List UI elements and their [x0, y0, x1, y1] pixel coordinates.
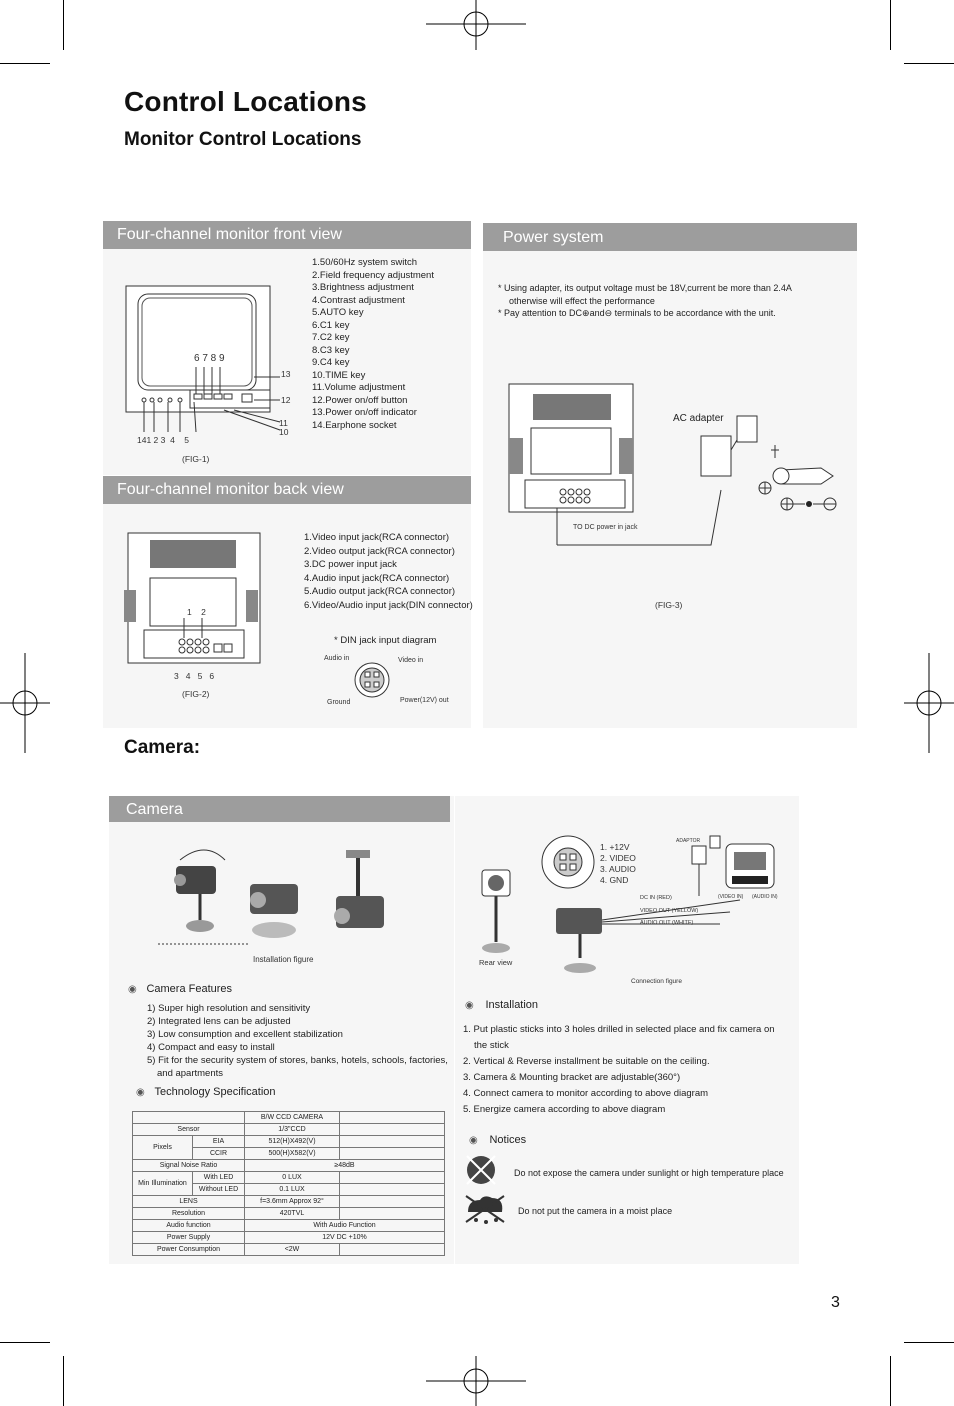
- to-dc-label: TO DC power in jack: [573, 524, 638, 531]
- front-callout-top: 6 7 8 9: [194, 353, 225, 364]
- eye-icon: ◉: [128, 984, 137, 995]
- spec-cell: 500(H)X582(V): [245, 1148, 340, 1160]
- spec-cell: EIA: [193, 1136, 245, 1148]
- front-callout-11: 11: [279, 418, 288, 428]
- list-item: 8.C3 key: [312, 344, 350, 356]
- eye-icon: ◉: [465, 1000, 474, 1011]
- page-number: 3: [831, 1294, 840, 1311]
- list-item: 1.Video input jack(RCA connector): [304, 532, 450, 543]
- spec-cell: 420TVL: [245, 1208, 340, 1220]
- spec-table: [132, 1111, 445, 1256]
- note-item: * Using adapter, its output voltage must be 18V,current be more than 2.4A otherwise will effect the performance: [498, 283, 792, 306]
- list-item: 14.Earphone socket: [312, 419, 397, 431]
- pin-item: 3. AUDIO: [600, 864, 636, 874]
- list-item: 13.Power on/off indicator: [312, 407, 417, 418]
- fig-1-label: (FIG-1): [182, 454, 210, 464]
- spec-cell: f=3.6mm Approx 92°: [245, 1196, 340, 1208]
- rear-view-caption: Rear view: [479, 958, 513, 967]
- list-item: 1) Super high resolution and sensitivity: [147, 1003, 311, 1014]
- camera-header: Camera: [109, 796, 450, 822]
- adaptor-label: ADAPTOR: [676, 838, 701, 844]
- notice-moisture: Do not put the camera in a moist place: [518, 1206, 673, 1216]
- list-item: 2.Field frequency adjustment: [312, 269, 434, 281]
- front-view-header: Four-channel monitor front view: [103, 221, 471, 249]
- list-item: 4) Compact and easy to install: [147, 1042, 275, 1053]
- tech-spec-section: [136, 1082, 276, 1100]
- notices-title: Notices: [489, 1134, 527, 1146]
- audio-in-label: (AUDIO IN): [752, 894, 778, 900]
- registration-mark-top: [426, 0, 526, 50]
- back-monitor-illustration: [124, 530, 264, 670]
- list-item: 3. Camera & Mounting bracket are adjustable(360°): [463, 1072, 681, 1083]
- din-video-label: Video in: [398, 657, 424, 664]
- installation-section: [465, 995, 538, 1013]
- crop-mark: [0, 63, 50, 64]
- dc-in-label: DC IN (RED): [640, 895, 672, 901]
- list-item: 4.Audio input jack(RCA connector): [304, 572, 450, 584]
- front-callout-bottom: 141 2 3 4 5: [137, 435, 189, 445]
- back-callout-bottom: 3 4 5 6: [174, 671, 215, 681]
- camera-installation-illustration: [150, 840, 400, 950]
- list-item: 3) Low consumption and excellent stabilization: [147, 1029, 343, 1040]
- connection-figure-caption: Connection figure: [631, 978, 682, 985]
- crop-mark: [63, 1356, 64, 1406]
- crop-mark: [904, 1342, 954, 1343]
- features-list: [147, 1002, 448, 1080]
- eye-icon: ◉: [136, 1087, 145, 1098]
- notices-section: [469, 1130, 526, 1148]
- camera-heading: Camera:: [124, 737, 201, 758]
- list-item: 3.Brightness adjustment: [312, 282, 414, 293]
- list-item: 9.C4 key: [312, 357, 350, 368]
- din-power-label: Power(12V) out: [400, 697, 449, 704]
- list-item: 1. Put plastic sticks into 3 holes drilled in selected place and fix camera on: [463, 1024, 775, 1035]
- pin-list: [600, 842, 636, 886]
- front-view-list: [312, 257, 434, 432]
- list-item: 2.Video output jack(RCA connector): [304, 545, 455, 557]
- crop-mark: [904, 63, 954, 64]
- spec-cell: LENS: [133, 1196, 245, 1208]
- video-out-label: VIDEO OUT (YELLOW): [640, 908, 699, 914]
- back-view-header: Four-channel monitor back view: [103, 476, 471, 504]
- list-item: 4. Connect camera to monitor according to above diagram: [463, 1088, 709, 1099]
- spec-cell: Min Illumination: [133, 1172, 193, 1196]
- front-monitor-illustration: [124, 282, 304, 452]
- din-ground-label: Ground: [327, 699, 351, 706]
- list-item: the stick: [474, 1040, 509, 1051]
- installation-steps: [463, 1022, 775, 1118]
- spec-cell: 12V DC +10%: [245, 1232, 445, 1244]
- spec-cell: Power Supply: [133, 1232, 245, 1244]
- list-item: 11.Volume adjustment: [312, 382, 406, 393]
- list-item: 1.50/60Hz system switch: [312, 257, 418, 268]
- features-title: Camera Features: [146, 983, 233, 995]
- camera-features-section: [128, 979, 232, 997]
- list-item: 5) Fit for the security system of stores, banks, hotels, schools, factories,: [147, 1055, 448, 1066]
- list-item: 3.DC power input jack: [304, 559, 397, 570]
- list-item: 5.Audio output jack(RCA connector): [304, 586, 456, 597]
- back-view-list: [304, 531, 473, 612]
- spec-cell: ≥48dB: [245, 1160, 445, 1172]
- page-subtitle: Monitor Control Locations: [124, 129, 362, 150]
- list-item: and apartments: [157, 1068, 224, 1079]
- list-item: 6.Video/Audio input jack(DIN connector): [304, 599, 473, 611]
- eye-icon: ◉: [469, 1135, 478, 1146]
- ac-adapter-label: AC adapter: [673, 413, 724, 424]
- list-item: 2) Integrated lens can be adjusted: [147, 1016, 291, 1027]
- front-callout-12: 12: [281, 395, 291, 405]
- list-item: 5. Energize camera according to above diagram: [463, 1104, 666, 1115]
- power-system-illustration: [505, 380, 845, 550]
- pin-item: 2. VIDEO: [600, 853, 636, 863]
- spec-cell: <2W: [245, 1244, 340, 1256]
- spec-cell: With LED: [193, 1172, 245, 1184]
- spec-cell: 0 LUX: [245, 1172, 340, 1184]
- front-callout-13: 13: [281, 369, 291, 379]
- pin-item: 1. +12V: [600, 842, 630, 852]
- spec-cell: 1/3"CCD: [245, 1124, 340, 1136]
- crop-mark: [890, 0, 891, 50]
- installation-figure-caption: Installation figure: [253, 955, 314, 964]
- spec-cell: Resolution: [133, 1208, 245, 1220]
- fig-2-label: (FIG-2): [182, 689, 210, 699]
- spec-cell: Power Consumption: [133, 1244, 245, 1256]
- pin-item: 4. GND: [600, 875, 629, 885]
- tech-title: Technology Specification: [154, 1086, 276, 1098]
- registration-mark-right: [904, 653, 954, 753]
- fig-3-label: (FIG-3): [655, 600, 683, 610]
- din-diagram-title: * DIN jack input diagram: [334, 635, 437, 646]
- spec-cell: Signal Noise Ratio: [133, 1160, 245, 1172]
- spec-cell: Pixels: [133, 1136, 193, 1160]
- installation-title: Installation: [485, 999, 539, 1011]
- no-moisture-icon: [462, 1192, 508, 1226]
- note-item: * Pay attention to DC⊕and⊖ terminals to be accordance with the unit.: [498, 308, 776, 318]
- spec-cell: Without LED: [193, 1184, 245, 1196]
- front-callout-10: 10: [279, 427, 289, 437]
- no-sunlight-icon: [463, 1152, 499, 1188]
- video-in-label: (VIDEO IN): [718, 894, 744, 900]
- spec-cell: Audio function: [133, 1220, 245, 1232]
- power-notes: [498, 282, 828, 320]
- registration-mark-left: [0, 653, 50, 753]
- spec-cell: 512(H)X492(V): [245, 1136, 340, 1148]
- list-item: 2. Vertical & Reverse installment be suitable on the ceiling.: [463, 1056, 710, 1067]
- registration-mark-bottom: [426, 1356, 526, 1406]
- list-item: 6.C1 key: [312, 319, 350, 331]
- list-item: 7.C2 key: [312, 332, 350, 343]
- spec-cell: CCIR: [193, 1148, 245, 1160]
- din-jack-icon: [352, 660, 392, 700]
- audio-out-label: AUDIO OUT (WHITE): [640, 920, 694, 926]
- list-item: 10.TIME key: [312, 369, 366, 381]
- spec-cell: 0.1 LUX: [245, 1184, 340, 1196]
- page-title: Control Locations: [124, 86, 367, 117]
- list-item: 12.Power on/off button: [312, 394, 408, 406]
- spec-cell: Sensor: [133, 1124, 245, 1136]
- crop-mark: [63, 0, 64, 50]
- spec-cell: B/W CCD CAMERA: [245, 1112, 340, 1124]
- list-item: 4.Contrast adjustment: [312, 294, 405, 306]
- crop-mark: [890, 1356, 891, 1406]
- power-header: Power system: [483, 223, 857, 251]
- spec-cell: With Audio Function: [245, 1220, 445, 1232]
- crop-mark: [0, 1342, 50, 1343]
- notice-sunlight: Do not expose the camera under sunlight or high temperature place: [514, 1168, 784, 1178]
- back-callout-top: 1 2: [187, 607, 206, 617]
- list-item: 5.AUTO key: [312, 307, 364, 318]
- din-audio-label: Audio in: [324, 655, 350, 662]
